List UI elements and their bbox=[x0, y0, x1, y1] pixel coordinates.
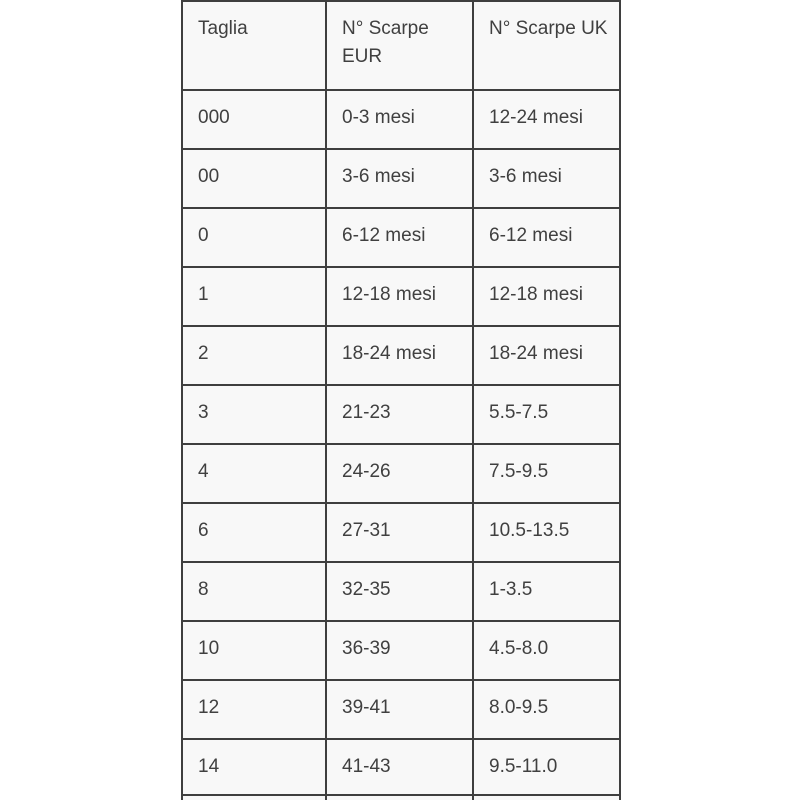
table-cell: 12-18 mesi bbox=[473, 267, 620, 326]
table-cell: 7.5-9.5 bbox=[473, 444, 620, 503]
table-cell: 9.5-11.0 bbox=[473, 739, 620, 795]
table-row bbox=[182, 208, 620, 267]
table-row bbox=[182, 444, 620, 503]
table-row bbox=[182, 739, 620, 795]
table-body bbox=[182, 90, 620, 800]
table-row bbox=[182, 90, 620, 149]
column-header-scarpe-eur: N° Scarpe EUR bbox=[326, 1, 473, 90]
table-cell: 1-3.5 bbox=[473, 562, 620, 621]
table-cell: 6-12 mesi bbox=[326, 208, 473, 267]
table-cell: 000 bbox=[182, 90, 326, 149]
table-cell: 8.0-9.5 bbox=[473, 680, 620, 739]
table-cell: 39-41 bbox=[326, 680, 473, 739]
header-row bbox=[182, 1, 620, 90]
table-row bbox=[182, 503, 620, 562]
table-cell: 0-3 mesi bbox=[326, 90, 473, 149]
table-cell: 0 bbox=[182, 208, 326, 267]
table-cell: 36-39 bbox=[326, 621, 473, 680]
table-cell: 2 bbox=[182, 326, 326, 385]
table-cell: 3 bbox=[182, 385, 326, 444]
table-cell: 1 bbox=[182, 267, 326, 326]
table-cell bbox=[326, 795, 473, 800]
table-row bbox=[182, 621, 620, 680]
table-row bbox=[182, 149, 620, 208]
table-cell bbox=[182, 795, 326, 800]
table-cell: 4 bbox=[182, 444, 326, 503]
table-cell: 27-31 bbox=[326, 503, 473, 562]
column-header-taglia: Taglia bbox=[182, 1, 326, 90]
table-cell: 12-24 mesi bbox=[473, 90, 620, 149]
table-row bbox=[182, 385, 620, 444]
table-cell bbox=[473, 795, 620, 800]
size-table-container bbox=[181, 0, 621, 800]
table-header bbox=[182, 1, 620, 90]
table-cell: 24-26 bbox=[326, 444, 473, 503]
table-row bbox=[182, 267, 620, 326]
table-cell: 12-18 mesi bbox=[326, 267, 473, 326]
table-cell: 12 bbox=[182, 680, 326, 739]
table-cell: 14 bbox=[182, 739, 326, 795]
size-chart-table bbox=[181, 0, 621, 800]
table-cell: 3-6 mesi bbox=[473, 149, 620, 208]
table-cell: 18-24 mesi bbox=[326, 326, 473, 385]
table-cell: 18-24 mesi bbox=[473, 326, 620, 385]
table-cell: 41-43 bbox=[326, 739, 473, 795]
table-cell: 3-6 mesi bbox=[326, 149, 473, 208]
column-header-scarpe-uk: N° Scarpe UK bbox=[473, 1, 620, 90]
table-cell: 10 bbox=[182, 621, 326, 680]
table-row bbox=[182, 326, 620, 385]
table-cell: 4.5-8.0 bbox=[473, 621, 620, 680]
table-cell: 10.5-13.5 bbox=[473, 503, 620, 562]
table-cell: 8 bbox=[182, 562, 326, 621]
table-cell: 00 bbox=[182, 149, 326, 208]
partial-clipped-row bbox=[182, 795, 620, 800]
table-cell: 5.5-7.5 bbox=[473, 385, 620, 444]
table-row bbox=[182, 562, 620, 621]
table-cell: 32-35 bbox=[326, 562, 473, 621]
table-cell: 6-12 mesi bbox=[473, 208, 620, 267]
table-cell: 6 bbox=[182, 503, 326, 562]
table-cell: 21-23 bbox=[326, 385, 473, 444]
table-row bbox=[182, 680, 620, 739]
